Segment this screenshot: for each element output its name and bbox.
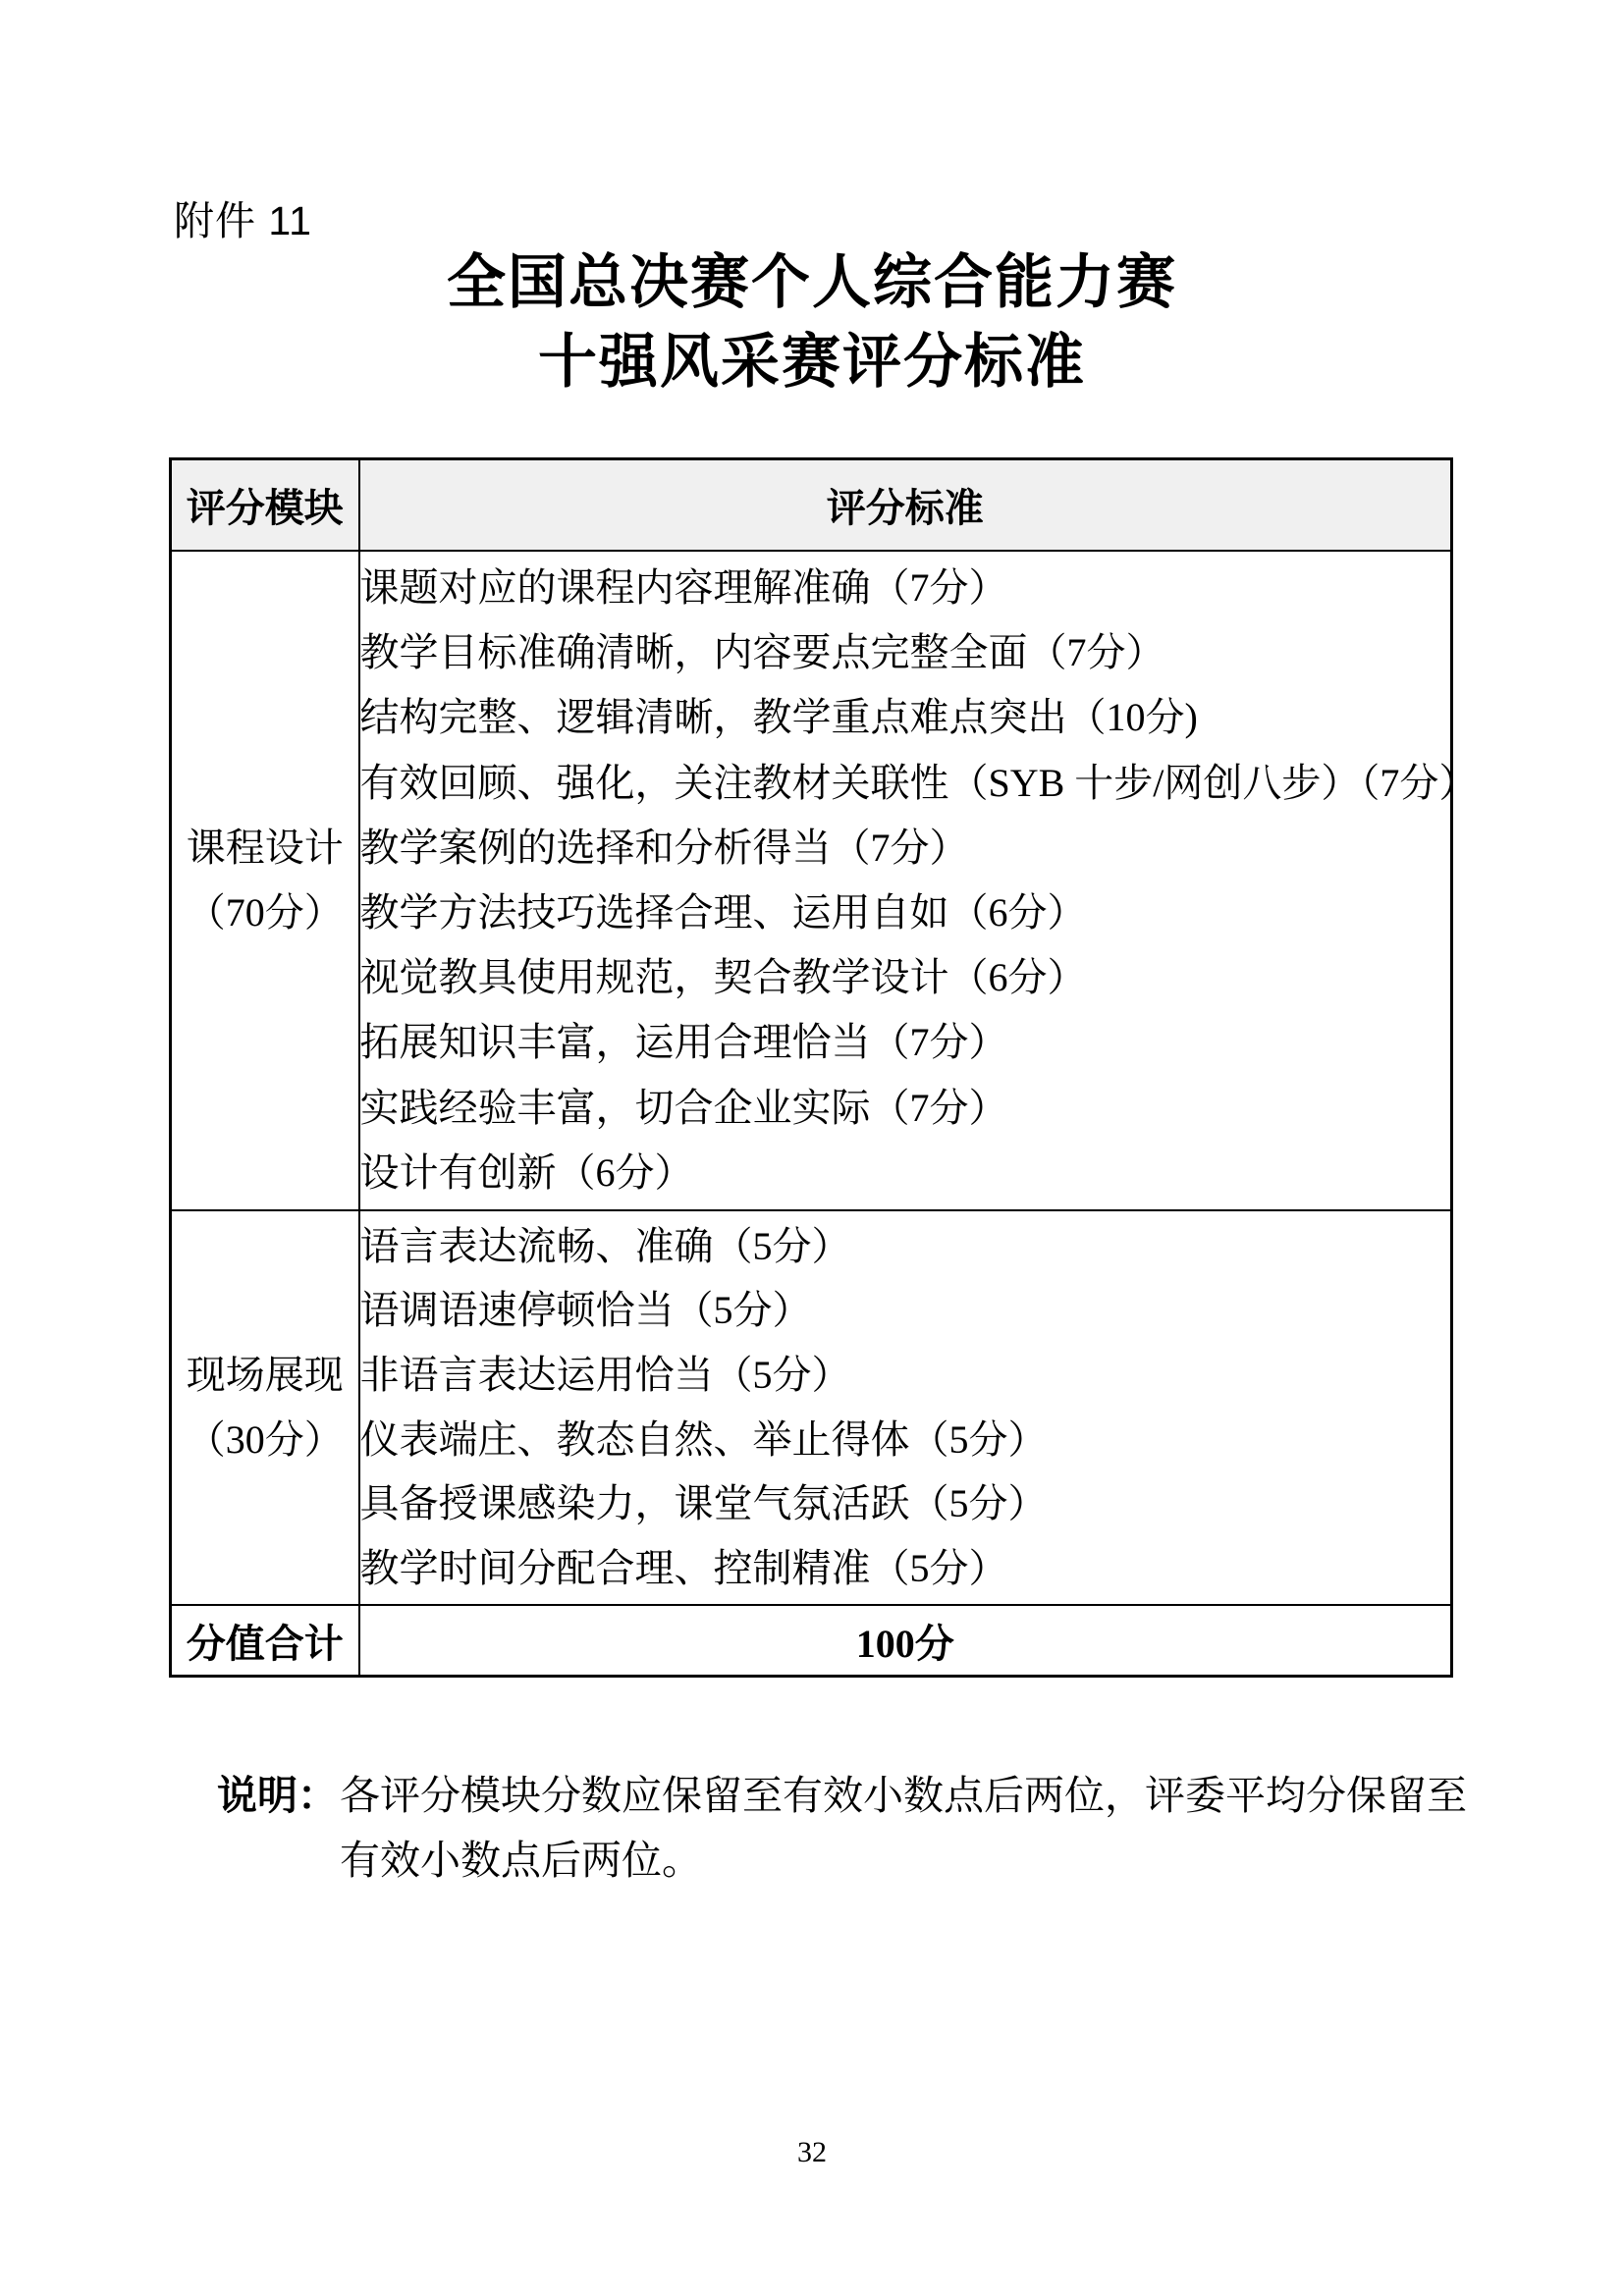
table-row-total xyxy=(171,1605,1452,1677)
title-line-2: 十强风采赛评分标准 xyxy=(538,330,1086,395)
criteria-item: 教学方法技巧选择合理、运用自如（6分） xyxy=(359,890,1087,935)
module-cell-live-performance xyxy=(171,1210,359,1605)
module-name: 课程设计 xyxy=(186,826,344,870)
note xyxy=(217,1763,1484,1893)
criteria-item: 教学案例的选择和分析得当（7分） xyxy=(359,825,969,870)
title-line-1: 全国总决赛个人综合能力赛 xyxy=(447,250,1177,315)
page-number: 32 xyxy=(797,2136,827,2168)
criteria-item: 课题对应的课程内容理解准确（7分） xyxy=(359,565,1008,611)
criteria-item: 拓展知识丰富，运用合理恰当（7分） xyxy=(359,1020,1008,1065)
criteria-item: 具备授课感染力，课堂气氛活跃（5分） xyxy=(359,1481,1048,1526)
criteria-cell-course-design xyxy=(359,551,1479,1210)
criteria-item: 仪表端庄、教态自然、举止得体（5分） xyxy=(359,1416,1048,1462)
table-header-module: 评分模块 xyxy=(171,459,359,552)
module-cell-course-design xyxy=(171,551,359,1210)
total-label-cell: 分值合计 xyxy=(171,1605,359,1677)
criteria-item: 视觉教具使用规范，契合教学设计（6分） xyxy=(359,955,1087,1000)
criteria-item: 教学目标准确清晰，内容要点完整全面（7分） xyxy=(359,630,1165,675)
criteria-item: 非语言表达运用恰当（5分） xyxy=(359,1353,851,1398)
scoring-table xyxy=(169,457,1479,1678)
table-row-live-performance xyxy=(171,1210,1452,1605)
module-score: （70分） xyxy=(186,890,344,934)
note-label: 说明： xyxy=(217,1773,338,1818)
table-header-standard: 评分标准 xyxy=(359,459,1452,552)
table-header-row xyxy=(171,459,1452,552)
table-row-course-design xyxy=(171,551,1452,1210)
criteria-item: 教学时间分配合理、控制精准（5分） xyxy=(359,1546,1008,1591)
criteria-item: 有效回顾、强化，关注教材关联性（SYB 十步/网创八步）（7分） xyxy=(359,760,1479,805)
total-value-cell: 100分 xyxy=(359,1605,1452,1677)
criteria-item: 语言表达流畅、准确（5分） xyxy=(359,1223,851,1268)
module-name: 现场展现 xyxy=(186,1353,344,1397)
criteria-cell-live-performance xyxy=(359,1210,1452,1605)
criteria-item: 实践经验丰富，切合企业实际（7分） xyxy=(359,1085,1008,1130)
criteria-item: 设计有创新（6分） xyxy=(359,1149,694,1195)
criteria-item: 结构完整、逻辑清晰，教学重点难点突出（10分) xyxy=(359,695,1198,740)
document-title xyxy=(0,243,1624,402)
attachment-label: 附件 11 xyxy=(174,198,312,243)
module-score: （30分） xyxy=(186,1417,344,1462)
note-text: 各评分模块分数应保留至有效小数点后两位，评委平均分保留至有效小数点后两位。 xyxy=(340,1773,1467,1883)
criteria-item: 语调语速停顿恰当（5分） xyxy=(359,1288,812,1333)
